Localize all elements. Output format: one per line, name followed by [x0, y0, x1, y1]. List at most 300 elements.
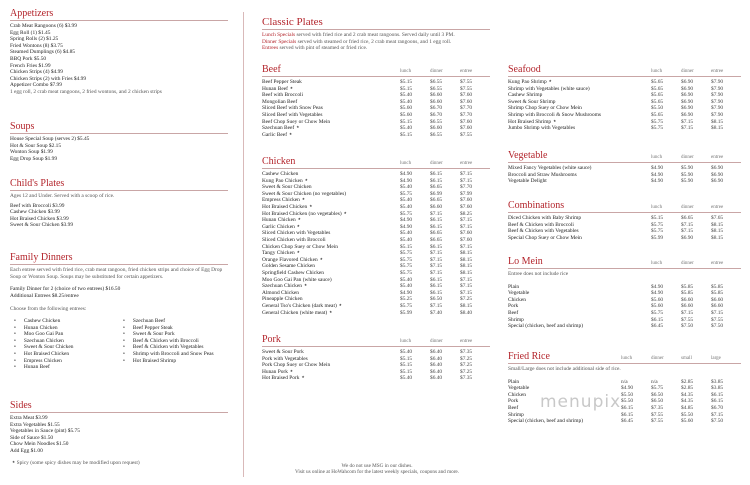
- menu-item: [508, 303, 741, 310]
- menu-item-label: Beef & Chicken with Vegetables: [508, 228, 579, 235]
- menu-item-name: [508, 228, 579, 235]
- menu-item-label: Diced Chicken with Baby Shrimp: [508, 215, 582, 222]
- column-header-entree: entree: [460, 339, 473, 344]
- menu-item: [262, 92, 490, 99]
- price-lunch: $5.15: [400, 362, 413, 369]
- price-entree: $7.90: [711, 85, 724, 92]
- divider: [10, 412, 228, 413]
- price-lunch: $5.75: [651, 125, 664, 132]
- menu-item-label: Sweet & Sour Shrimp: [508, 98, 556, 105]
- soup-item: Egg Drop Soup $1.99: [10, 155, 58, 162]
- menu-item-name: [262, 178, 308, 185]
- soups-section: [10, 121, 228, 162]
- soup-item: Hot & Sour Soup $2.15: [10, 142, 62, 149]
- menu-item-prices: [400, 204, 490, 211]
- price-lunch: $5.75: [400, 210, 413, 217]
- menu-item-label: Shrimp with Vegetables (white sauce): [508, 85, 590, 92]
- spicy-star-icon: ★: [289, 85, 294, 90]
- menu-item-prices: [651, 99, 741, 106]
- soup-item: House Special Soup (serves 2) $5.45: [10, 136, 90, 142]
- price-lunch: $5.15: [400, 131, 413, 138]
- price-lunch: $5.40: [400, 283, 413, 290]
- price-lunch: $6.45: [621, 418, 634, 425]
- menu-item-prices: [400, 105, 490, 112]
- menu-item-label: Hunan Chicken: [262, 217, 296, 224]
- menu-item-label: Orange Flavored Chicken: [262, 256, 318, 263]
- menu-item-label: Garlic Chicken: [262, 223, 295, 230]
- price-lunch: $5.50: [651, 105, 664, 112]
- column-header-small: small: [681, 356, 692, 361]
- menu-item: [262, 310, 490, 317]
- menu-item: [262, 250, 490, 257]
- price-lunch: $6.45: [651, 323, 664, 330]
- menu-item-prices: [621, 385, 741, 392]
- menu-item: [262, 191, 490, 198]
- menu-item-label: General Chicken (white meat): [262, 309, 328, 316]
- price-dinner: $5.90: [681, 178, 694, 185]
- family-price: Family Dinner for 2 (choice of two entrees) $16.50: [10, 286, 121, 293]
- menu-item-label: Tangy Chicken: [262, 250, 295, 257]
- family-entree-option: • Shrimp with Broccoli and Snow Peas: [119, 351, 228, 358]
- price-entree: $5.85: [711, 283, 724, 290]
- family-entree-option: • Beef & Chicken with Vegetables: [119, 344, 228, 351]
- menu-item: [508, 310, 741, 317]
- price-entree: $8.15: [460, 263, 473, 270]
- beef-section: [262, 64, 490, 138]
- price-dinner: $6.90: [681, 79, 694, 86]
- menu-item-name: [262, 211, 347, 218]
- price-dinner: $6.15: [430, 243, 443, 250]
- price-entree: $7.60: [460, 118, 473, 125]
- menu-item: [262, 375, 490, 382]
- menu-item-label: Shrimp: [508, 411, 524, 418]
- menu-item-name: [508, 418, 583, 425]
- menu-item-prices: [400, 237, 490, 244]
- combinations-heading: Combinations: [508, 200, 565, 211]
- lunch-specials-text: served with fried rice and 2 crab meat rangoons. Served daily until 3 PM.: [295, 32, 455, 39]
- price-dinner: $7.35: [651, 405, 664, 412]
- price-dinner: $6.70: [430, 105, 443, 112]
- price-column-headers: [651, 204, 741, 211]
- price-entree: $7.15: [460, 171, 473, 178]
- menu-item-prices: [400, 375, 490, 382]
- menu-item-name: [262, 217, 301, 224]
- price-entree: $7.35: [460, 349, 473, 356]
- price-entree: $7.55: [460, 131, 473, 138]
- watermark-logo: menupix: [540, 392, 622, 412]
- price-dinner: $6.40: [430, 368, 443, 375]
- menu-item-label: Hunan Pork: [262, 368, 288, 375]
- column-header-lunch: lunch: [621, 356, 633, 361]
- menu-item-prices: [400, 224, 490, 231]
- price-lunch: $4.90: [400, 171, 413, 178]
- menu-item-label: Empress Chicken: [262, 197, 300, 204]
- price-entree: $7.25: [460, 362, 473, 369]
- menu-item-label: Cashew Chicken: [262, 171, 299, 178]
- column-header-entree: entree: [711, 155, 724, 160]
- price-lunch: $6.15: [651, 316, 664, 323]
- lomein-section: [508, 256, 741, 330]
- menu-item-prices: [651, 303, 741, 310]
- price-lunch: $5.75: [651, 221, 664, 228]
- menu-item-prices: [651, 297, 741, 304]
- menu-item-name: [262, 244, 338, 251]
- price-dinner: $6.55: [430, 85, 443, 92]
- spicy-star-icon: ★: [301, 375, 305, 380]
- menu-item-name: [262, 204, 312, 211]
- friedrice-section: [508, 351, 741, 425]
- menu-item-prices: [651, 112, 741, 119]
- menu-item-name: [262, 92, 303, 99]
- price-lunch: $4.90: [400, 223, 413, 230]
- appetizer-item: Fried Wontons (8) $3.75: [10, 42, 63, 49]
- menu-item: [262, 270, 490, 277]
- price-lunch: $5.75: [651, 118, 664, 125]
- menu-item-name: [508, 112, 601, 119]
- menu-item-prices: [400, 277, 490, 284]
- menu-item-prices: [651, 119, 741, 126]
- spicy-star-icon: ★: [296, 125, 300, 130]
- price-dinner: $7.55: [651, 411, 664, 418]
- menu-item-name: [262, 310, 332, 317]
- menu-item-label: Sweet & Sour Chicken: [262, 184, 312, 191]
- price-lunch: $5.60: [400, 105, 413, 112]
- menu-item-label: Vegetable: [508, 290, 530, 297]
- price-entree: $8.15: [711, 228, 724, 235]
- menu-item: [508, 92, 741, 99]
- spicy-star-icon: ★: [297, 217, 301, 222]
- family-entree-option: • Beef & Chicken with Broccoli: [119, 338, 228, 345]
- menu-item-prices: [651, 105, 741, 112]
- menu-item-label: Special (chicken, beef and shrimp): [508, 418, 583, 425]
- menu-item: [508, 235, 741, 242]
- menu-item: [262, 237, 490, 244]
- menu-item-prices: [651, 178, 741, 185]
- family-choose-label: Choose from the following entrees:: [10, 306, 87, 313]
- menu-item-prices: [400, 244, 490, 251]
- price-entree: $8.15: [711, 125, 724, 132]
- price-lunch: n/a: [621, 378, 628, 385]
- childs-list: [10, 203, 228, 229]
- menu-item-label: Beef & Chicken with Broccoli: [508, 221, 574, 228]
- menu-item: [262, 132, 490, 139]
- menu-item-name: [262, 356, 308, 363]
- price-dinner: $6.60: [681, 296, 694, 303]
- price-dinner: $6.65: [430, 184, 443, 191]
- price-entree: $7.90: [711, 79, 724, 86]
- menu-item-label: Beef: [508, 405, 519, 412]
- price-entree: $7.55: [460, 85, 473, 92]
- menu-item-name: [262, 132, 292, 139]
- price-entree: $8.15: [460, 270, 473, 276]
- price-lunch: $4.90: [651, 178, 664, 185]
- menu-item-prices: [400, 217, 490, 224]
- price-entree: $7.90: [711, 112, 724, 119]
- family-entree-option: • Sweet & Sour Pork: [119, 331, 228, 338]
- price-lunch: $5.40: [400, 184, 413, 191]
- menu-item-prices: [400, 349, 490, 356]
- menu-item-label: Jumbo Shrimp with Vegetables: [508, 125, 576, 132]
- menu-item-name: [508, 235, 582, 242]
- divider: [508, 363, 741, 364]
- menu-item-label: Sweet & Sour Pork: [262, 349, 304, 356]
- price-column-headers: [400, 338, 490, 345]
- menu-item-name: [508, 290, 529, 297]
- menu-item-name: [508, 385, 529, 392]
- menu-item: [262, 257, 490, 264]
- price-entree: $7.15: [460, 276, 473, 283]
- price-lunch: $5.60: [400, 112, 413, 119]
- seafood-heading: Seafood: [508, 64, 541, 75]
- price-dinner: $7.15: [681, 310, 694, 317]
- column-header-lunch: lunch: [400, 69, 412, 74]
- menu-item: [508, 284, 741, 291]
- menu-item-prices: [651, 310, 741, 317]
- menu-item-prices: [651, 317, 741, 324]
- price-lunch: $5.75: [651, 310, 664, 317]
- menu-item: [262, 79, 490, 86]
- menu-item: [508, 119, 741, 126]
- menu-item-prices: [400, 184, 490, 191]
- price-lunch: $5.15: [400, 79, 413, 86]
- price-lunch: $5.40: [400, 276, 413, 283]
- price-dinner: $6.40: [430, 355, 443, 362]
- soups-list: [10, 136, 228, 162]
- price-dinner: $6.50: [651, 398, 664, 405]
- price-dinner: $6.90: [681, 112, 694, 119]
- price-dinner: $7.15: [430, 250, 443, 257]
- price-lunch: $5.40: [400, 125, 413, 132]
- price-lunch: $4.90: [651, 290, 664, 297]
- lomein-heading: Lo Mein: [508, 256, 543, 267]
- childs-item: Cashew Chicken $3.99: [10, 209, 60, 216]
- price-dinner: $6.15: [430, 283, 443, 290]
- price-dinner: $7.15: [430, 256, 443, 263]
- menu-item-name: [508, 86, 590, 93]
- menu-item-name: [508, 165, 591, 172]
- price-dinner: $6.55: [430, 79, 443, 86]
- family-section: [10, 252, 228, 371]
- price-column-headers: [621, 355, 741, 362]
- spicy-note: [10, 460, 228, 467]
- menu-item: [262, 283, 490, 290]
- price-lunch: $5.65: [651, 98, 664, 105]
- menu-item-prices: [400, 310, 490, 317]
- pork-section: [262, 334, 490, 382]
- sides-heading: Sides: [10, 400, 32, 411]
- price-dinner: $5.90: [681, 171, 694, 178]
- menu-item-label: Hot Braised Chicken: [262, 204, 308, 211]
- menu-item: [262, 112, 490, 119]
- menu-item: [508, 86, 741, 93]
- price-dinner: $7.15: [430, 263, 443, 270]
- menu-item-label: Plain: [508, 283, 520, 290]
- dinner-specials-text: served with steamed or fried rice, 2 crab meat rangoons, and 1 egg roll.: [296, 38, 452, 45]
- price-dinner: $6.15: [430, 171, 443, 178]
- price-entree: $8.15: [460, 250, 473, 257]
- childs-heading: Child's Plates: [10, 178, 65, 189]
- family-entree-option: • Hot Braised Chicken: [10, 351, 119, 358]
- menu-item: [508, 178, 741, 185]
- divider: [10, 190, 228, 191]
- menu-item-prices: [400, 178, 490, 185]
- seafood-section: [508, 64, 741, 132]
- price-dinner: $6.60: [430, 92, 443, 99]
- menu-item: [262, 230, 490, 237]
- price-dinner: $6.60: [430, 125, 443, 132]
- price-small: $4.85: [681, 405, 694, 412]
- spicy-star-icon: ★: [296, 250, 300, 255]
- column-header-lunch: lunch: [651, 205, 663, 210]
- price-large: $7.15: [711, 411, 724, 418]
- family-entree-option: • Cashew Chicken: [10, 318, 119, 325]
- price-lunch: $5.40: [400, 237, 413, 244]
- column-header-entree: entree: [460, 69, 473, 74]
- price-entree: $7.65: [711, 215, 724, 222]
- price-small: $4.35: [681, 398, 694, 405]
- spicy-star-icon: ★: [338, 302, 342, 307]
- menu-item-prices: [400, 119, 490, 126]
- menu-item-prices: [400, 303, 490, 310]
- price-entree: $6.90: [711, 178, 724, 185]
- menu-item-name: [508, 405, 518, 412]
- price-lunch: $6.15: [621, 405, 634, 412]
- price-large: $6.15: [711, 398, 724, 405]
- menu-item-label: Shrimp Chop Suey or Chow Mein: [508, 105, 582, 112]
- price-entree: $7.25: [460, 296, 473, 303]
- childs-note: Ages 12 and Under. Served with a scoop of rice.: [10, 193, 115, 199]
- price-small: $2.85: [681, 378, 694, 385]
- family-entree-option: • Hunan Chicken: [10, 325, 119, 332]
- price-dinner: $6.15: [430, 276, 443, 283]
- price-lunch: $5.40: [400, 230, 413, 237]
- menu-item-label: Beef Chop Suey or Chow Mein: [262, 118, 331, 125]
- price-entree: $7.99: [460, 190, 473, 197]
- menu-item-label: Pork: [508, 303, 519, 310]
- menu-item-prices: [400, 99, 490, 106]
- divider: [508, 76, 741, 77]
- price-lunch: $5.65: [651, 112, 664, 119]
- menu-item-name: [262, 290, 299, 297]
- menu-item: [262, 356, 490, 363]
- price-entree: $7.60: [460, 92, 473, 99]
- family-options-left: [10, 318, 119, 371]
- price-column-headers: [651, 68, 741, 75]
- menu-item-name: [508, 379, 519, 386]
- menu-item-name: [508, 310, 518, 317]
- column-header-lunch: lunch: [651, 155, 663, 160]
- price-lunch: $5.40: [400, 375, 413, 382]
- menu-item-prices: [400, 211, 490, 218]
- price-dinner: $6.15: [430, 223, 443, 230]
- price-entree: $7.70: [460, 184, 473, 191]
- divider: [262, 29, 490, 30]
- pork-header: [262, 334, 490, 345]
- price-column-headers: [651, 154, 741, 161]
- menu-item-prices: [400, 112, 490, 119]
- price-entree: $6.90: [711, 171, 724, 178]
- menu-item-name: [508, 99, 555, 106]
- family-options-right: [119, 318, 228, 371]
- price-lunch: $5.65: [651, 85, 664, 92]
- menu-item: [262, 217, 490, 224]
- menu-item-name: [262, 257, 323, 264]
- spicy-star-icon: ★: [343, 210, 347, 215]
- childs-item: Sweet & Sour Chicken $3.99: [10, 222, 74, 229]
- price-dinner: $7.15: [681, 221, 694, 228]
- price-dinner: $7.15: [430, 210, 443, 217]
- divider: [508, 212, 741, 213]
- menu-item: [508, 290, 741, 297]
- menu-item-label: Springfield Cashew Chicken: [262, 270, 324, 276]
- price-dinner: $6.50: [651, 391, 664, 398]
- price-entree: $8.15: [711, 221, 724, 228]
- dinner-specials-label: Dinner Specials: [262, 38, 297, 45]
- price-entree: $7.60: [460, 230, 473, 237]
- divider: [10, 20, 228, 21]
- additional-entree-price: Additional Entrees $8.25/entree: [10, 292, 79, 299]
- price-column-headers: [400, 160, 490, 167]
- menu-item-label: Sweet & Sour Chicken (no vegetables): [262, 190, 346, 197]
- entrees-label: Entrees: [262, 45, 279, 52]
- price-dinner: $7.15: [681, 125, 694, 132]
- price-dinner: $6.50: [430, 296, 443, 303]
- menu-item-label: Hunan Beef: [262, 85, 288, 92]
- menu-item-label: Garlic Beef: [262, 131, 287, 138]
- side-item: Side of Sauce $1.50: [10, 434, 54, 441]
- price-entree: $5.85: [711, 290, 724, 297]
- menu-item-prices: [400, 356, 490, 363]
- price-dinner: $6.55: [430, 131, 443, 138]
- menu-item: [508, 79, 741, 86]
- price-dinner: $7.50: [681, 323, 694, 330]
- menu-item-prices: [651, 172, 741, 179]
- menu-item-label: Pineapple Chicken: [262, 296, 303, 303]
- price-dinner: $6.40: [430, 375, 443, 382]
- menu-item: [508, 125, 741, 132]
- menu-item-prices: [400, 171, 490, 178]
- price-lunch: $5.50: [621, 398, 634, 405]
- price-dinner: $6.65: [430, 230, 443, 237]
- menu-item: [508, 215, 741, 222]
- price-entree: $7.15: [460, 217, 473, 224]
- menu-item-name: [262, 303, 342, 310]
- column-header-entree: entree: [711, 69, 724, 74]
- menu-item-label: Moo Goo Gai Pan (white sauce): [262, 276, 332, 283]
- appetizer-item: Appetizer Combo $7.99: [10, 82, 62, 89]
- menu-item-prices: [651, 290, 741, 297]
- friedrice-heading: Fried Rice: [508, 351, 550, 362]
- price-lunch: $4.90: [400, 177, 413, 184]
- menu-item-name: [262, 277, 332, 284]
- menu-item: [508, 112, 741, 119]
- menu-item-label: Szechuan Beef: [262, 125, 295, 132]
- menu-item-prices: [400, 296, 490, 303]
- price-lunch: $5.40: [400, 349, 413, 356]
- price-entree: $8.40: [460, 309, 473, 316]
- menu-item-name: [262, 250, 300, 257]
- menu-item-label: Pork with Vegetables: [262, 355, 308, 362]
- menu-item-prices: [651, 86, 741, 93]
- price-lunch: $5.65: [651, 79, 664, 86]
- menu-item: [262, 296, 490, 303]
- menu-item-label: Szechuan Chicken: [262, 283, 302, 290]
- price-dinner: $6.60: [681, 303, 694, 310]
- menu-item-label: Shrimp: [508, 316, 524, 323]
- family-entree-options: [10, 318, 228, 371]
- price-dinner: $6.15: [430, 177, 443, 184]
- price-entree: $6.60: [711, 303, 724, 310]
